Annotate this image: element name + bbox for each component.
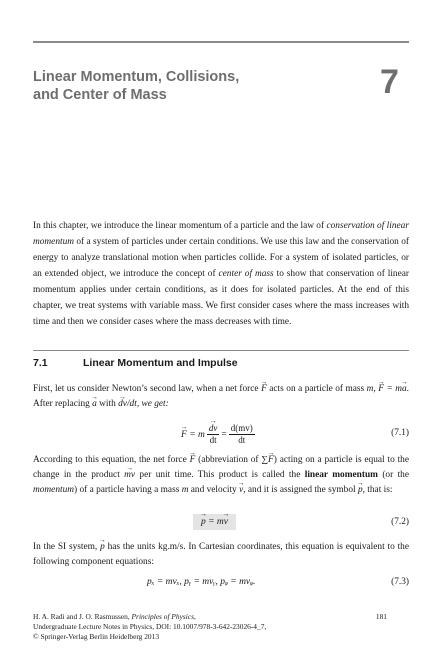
text: /dt, we get:	[126, 399, 169, 409]
paragraph-momentum	[33, 453, 409, 498]
vector-p: → p	[358, 483, 363, 498]
footer-authors: H. A. Radi and J. O. Rasmussen,	[33, 612, 132, 621]
chapter-title	[33, 68, 333, 104]
text: (abbreviation of ∑	[195, 455, 269, 465]
vector-F: → F	[261, 382, 267, 397]
text: ) acting on a particle is equal to the change in the product	[33, 455, 409, 480]
page-number: 181	[375, 612, 387, 621]
footer-text: ,	[193, 612, 196, 621]
equation-box	[193, 514, 236, 530]
section-heading	[33, 356, 238, 370]
section-title: Linear Momentum and Impulse	[83, 357, 238, 369]
chapter-title-line2: and Center of Mass	[33, 87, 167, 103]
vector-F: → F	[190, 453, 196, 468]
symbol-m: m	[181, 485, 189, 495]
text: , that is:	[362, 485, 393, 495]
vector-dv: → dv	[118, 397, 127, 412]
term-momentum: momentum	[33, 485, 75, 495]
text: In the SI system,	[33, 542, 101, 552]
intro-emphasis: center of mass	[218, 269, 274, 279]
eq-lhs: → p	[201, 517, 206, 527]
text: ,	[373, 384, 379, 394]
vector-a: → a	[402, 382, 407, 397]
vector-a: → a	[92, 397, 97, 412]
text: (or the	[377, 470, 409, 480]
vector-v: → v	[224, 517, 228, 527]
intro-text: of a system of particles under certain conditions. We use this law and the conservation of energy to analyze translational motion when particles collide. For a system of isolated particles, or an extended object, we introduce the concept of	[33, 237, 409, 279]
frac-numerator: → dv	[207, 423, 220, 435]
top-rule	[33, 41, 409, 43]
frac-denominator: dt	[209, 435, 217, 445]
vector-F: → F	[268, 453, 274, 468]
term-linear-momentum: linear momentum	[304, 470, 378, 480]
text: . After replacing	[33, 384, 410, 409]
footer-book-title: Principles of Physics	[131, 612, 194, 621]
intro-text: In this chapter, we introduce the linear momentum of a particle and the law of	[33, 221, 327, 231]
fraction-dmv-dt	[229, 423, 255, 446]
text: First, let us consider Newton’s second law, when a net force	[33, 384, 262, 394]
vector-v: → v	[239, 483, 243, 498]
equation-label: (7.1)	[391, 428, 409, 438]
eq-lhs: → F	[181, 430, 187, 440]
frac-denominator: dt	[238, 435, 246, 445]
vector-mv: → mv	[124, 468, 135, 483]
text: with	[96, 399, 119, 409]
paragraph-si-units	[33, 540, 409, 570]
section-number: 7.1	[33, 357, 48, 369]
chapter-number: 7	[380, 63, 399, 101]
equation-label: (7.2)	[391, 517, 409, 527]
equation-7-2	[33, 514, 409, 532]
intro-emphasis: conservation of linear momentum	[33, 221, 409, 247]
intro-text: to show that conservation of linear momentum applies under certain conditions, as it does for isolated particles. At the end of this chapter, we treat systems with variable mass. We first consider cases where the mass increases with time and then we consider cases where the mass decreases with time.	[33, 269, 409, 327]
eq-components: pₓ = mvₓ, pᵧ = mvᵧ, pᵩ = mvᵩ.	[147, 577, 256, 587]
symbol-m: m	[366, 384, 374, 394]
text: According to this equation, the net force	[33, 455, 190, 465]
text: , and it is assigned the symbol	[243, 485, 358, 495]
footer-line1	[33, 612, 409, 622]
vector-p: → p	[100, 540, 105, 555]
equation-7-3	[33, 577, 409, 591]
vector-F: → F	[378, 382, 384, 397]
footer-line3: © Springer-Verlag Berlin Heidelberg 2013	[33, 632, 160, 641]
equation-label: (7.3)	[391, 577, 409, 587]
eq-text: = m	[208, 517, 224, 527]
frac-numerator: d(mv)	[230, 423, 253, 433]
text: ) of a particle having a mass	[74, 485, 182, 495]
intro-paragraph	[33, 218, 409, 330]
text: = m	[383, 384, 402, 394]
text: and velocity	[188, 485, 240, 495]
footer-line2: Undergraduate Lecture Notes in Physics, DOI: 10.1007/978-3-642-23026-4_7,	[33, 622, 267, 631]
text: acts on a particle of mass	[266, 384, 367, 394]
equation-7-1	[33, 421, 409, 447]
eq-text: = m	[189, 429, 205, 440]
chapter-title-line1: Linear Momentum, Collisions,	[33, 69, 240, 85]
section-rule	[33, 350, 409, 351]
text: per unit time. This product is called the	[135, 470, 305, 480]
text: has the units kg.m/s. In Cartesian coordinates, this equation is equivalent to the following component equations:	[33, 542, 409, 567]
fraction-dv-dt	[207, 423, 220, 446]
paragraph-newton	[33, 382, 409, 412]
footer	[33, 612, 409, 642]
eq-text: =	[221, 429, 227, 440]
